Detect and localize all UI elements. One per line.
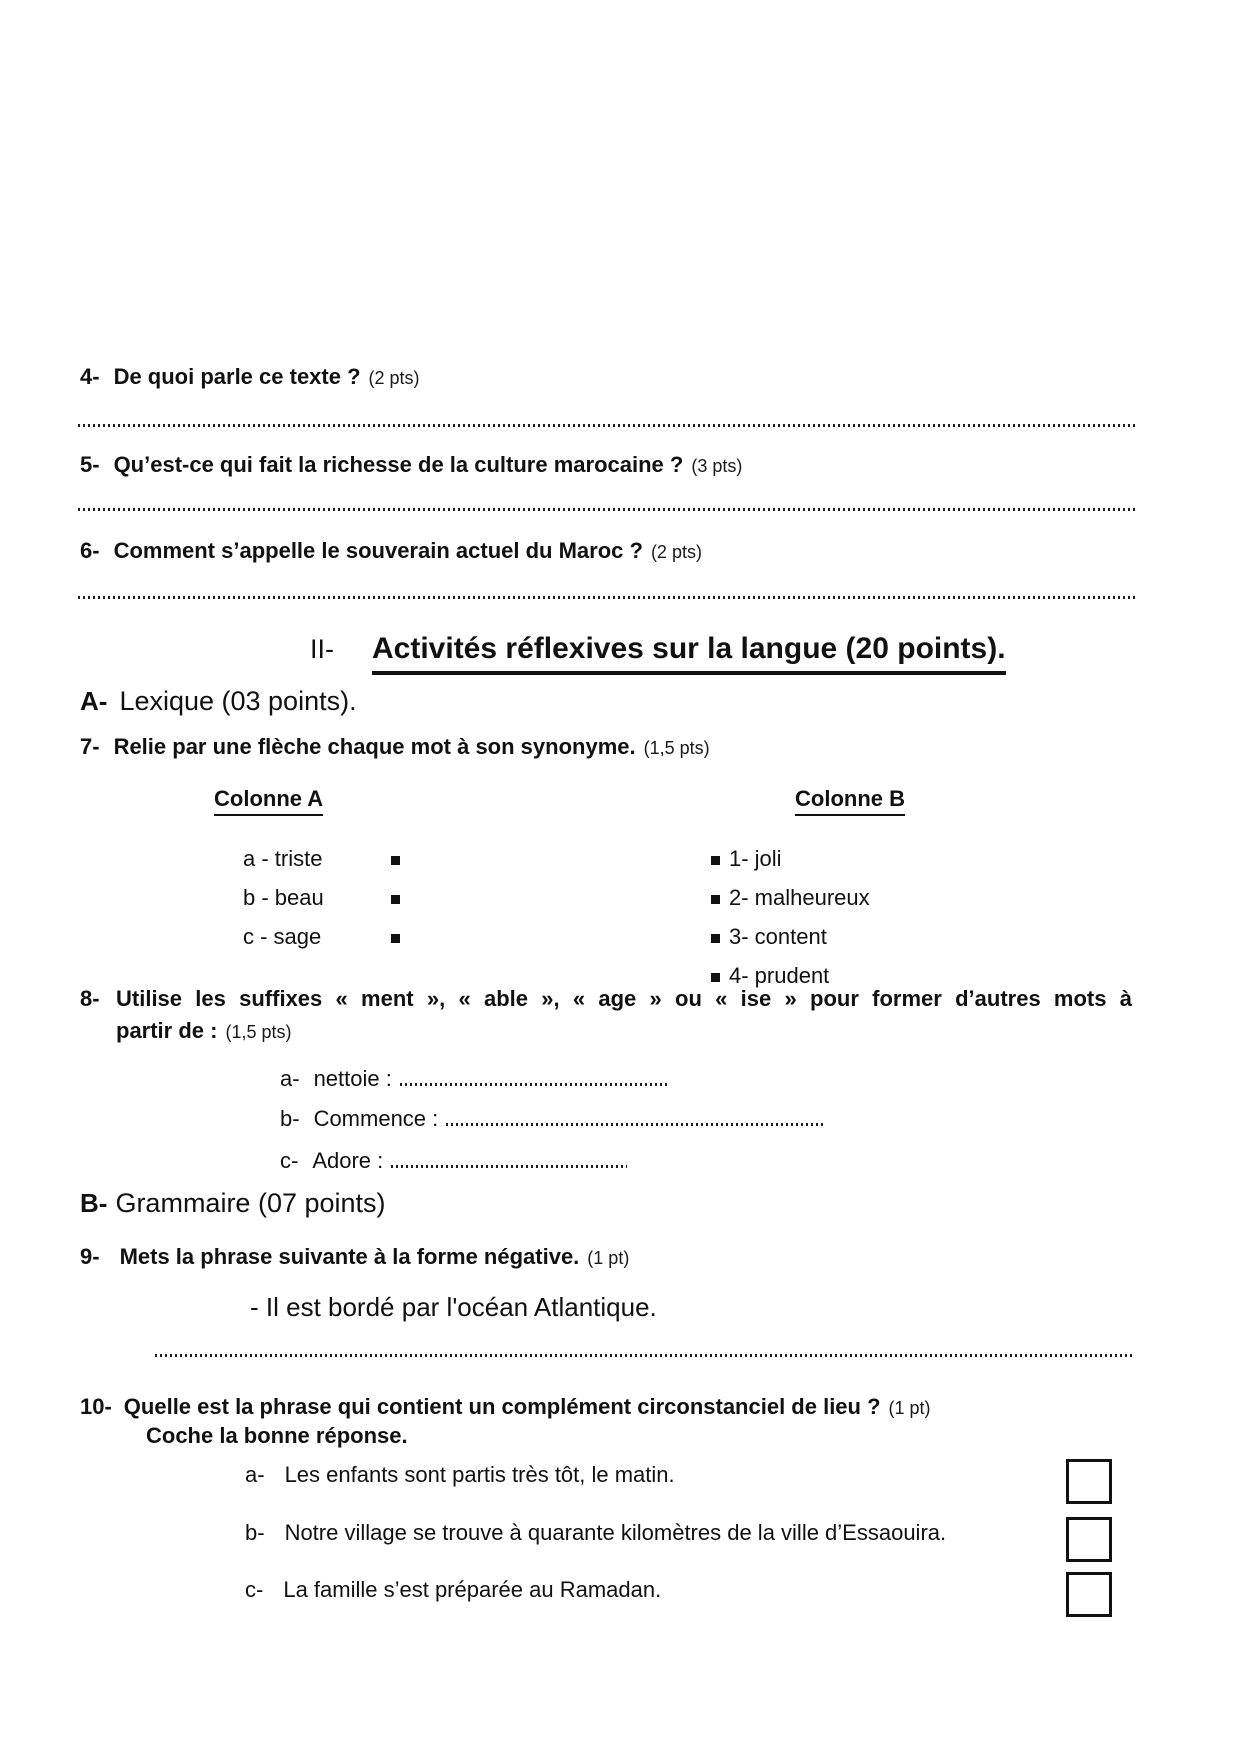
suffix-item-c-label: c- (280, 1148, 299, 1173)
match-dot-icon[interactable] (391, 856, 400, 865)
section-2-title: Activités réflexives sur la langue (20 points). (372, 632, 1006, 675)
suffix-item-a-word: nettoie : (313, 1066, 392, 1091)
question-4-number: 4- (80, 364, 100, 389)
suffix-item-b-word: Commence : (313, 1106, 439, 1131)
question-10-points: (1 pt) (888, 1398, 931, 1418)
match-dot-icon[interactable] (711, 895, 720, 904)
match-row-1 (0, 843, 1240, 875)
question-6-points: (2 pts) (650, 542, 702, 562)
question-9-points: (1 pt) (587, 1248, 630, 1268)
question-4 (80, 364, 420, 390)
match-synonym-2: 2- malheureux (729, 885, 870, 910)
suffix-item-a-label: a- (280, 1066, 300, 1091)
q10-option-c-checkbox[interactable] (1066, 1572, 1112, 1617)
question-9-number: 9- (80, 1244, 100, 1269)
question-10-number: 10- (80, 1394, 112, 1419)
suffix-item-c (280, 1148, 627, 1174)
grammaire-title: Grammaire (07 points) (115, 1188, 386, 1218)
suffix-item-a (280, 1066, 668, 1092)
match-row-3 (0, 921, 1240, 953)
question-9-sentence: - Il est bordé par l'océan Atlantique. (250, 1292, 657, 1322)
question-8-number: 8- (80, 986, 100, 1011)
question-7-number: 7- (80, 734, 100, 759)
match-dot-icon[interactable] (711, 856, 720, 865)
match-term-c: c - sage (243, 924, 322, 949)
lexique-title: Lexique (03 points). (119, 686, 357, 716)
answer-line-q5[interactable] (78, 508, 1135, 511)
colonne-a-header: Colonne A (214, 786, 323, 816)
question-6-text: Comment s’appelle le souverain actuel du Maroc ? (113, 538, 643, 563)
section-2-numeral: II- (310, 634, 334, 664)
suffix-item-c-word: Adore : (312, 1148, 384, 1173)
answer-line-q6[interactable] (78, 596, 1135, 599)
match-term-b: b - beau (243, 885, 324, 910)
suffix-item-c-answer-line[interactable] (391, 1165, 627, 1168)
suffix-item-a-answer-line[interactable] (400, 1083, 668, 1086)
q10-option-a-text: Les enfants sont partis très tôt, le matin. (284, 1462, 675, 1487)
question-6 (80, 538, 702, 564)
suffix-item-b (280, 1106, 824, 1132)
suffix-item-b-answer-line[interactable] (446, 1123, 824, 1126)
grammaire-label: B- (80, 1188, 108, 1218)
answer-line-q9[interactable] (155, 1354, 1135, 1357)
answer-line-q4[interactable] (78, 424, 1135, 427)
match-synonym-3: 3- content (729, 924, 827, 949)
q10-option-b (245, 1520, 946, 1546)
match-dot-icon[interactable] (391, 934, 400, 943)
q10-option-c (245, 1577, 661, 1603)
match-dot-icon[interactable] (711, 934, 720, 943)
lexique-label: A- (80, 686, 108, 716)
q10-option-a-checkbox[interactable] (1066, 1459, 1112, 1504)
question-8 (80, 986, 1132, 1012)
colonne-b-header: Colonne B (795, 786, 905, 816)
question-7-text: Relie par une flèche chaque mot à son synonyme. (113, 734, 636, 759)
question-5-text: Qu’est-ce qui fait la richesse de la culture marocaine ? (113, 452, 684, 477)
question-7 (80, 734, 710, 760)
match-term-a: a - triste (243, 846, 323, 871)
lexique-heading (80, 686, 357, 717)
match-dot-icon[interactable] (711, 973, 720, 982)
match-synonym-1: 1- joli (729, 846, 782, 871)
question-5-points: (3 pts) (691, 456, 743, 476)
question-7-points: (1,5 pts) (643, 738, 710, 758)
suffix-item-b-label: b- (280, 1106, 300, 1131)
question-9 (80, 1244, 629, 1270)
question-10 (80, 1394, 931, 1420)
section-2-heading (310, 632, 1006, 675)
match-row-2 (0, 882, 1240, 914)
question-8-text-line1: Utilise les suffixes « ment », « able », « age » ou « ise » pour former d’autres mots à (116, 986, 1132, 1011)
question-5 (80, 452, 742, 478)
q10-option-a-label: a- (245, 1462, 265, 1487)
match-dot-icon[interactable] (391, 895, 400, 904)
q10-option-c-text: La famille s’est préparée au Ramadan. (283, 1577, 662, 1602)
match-synonym-4: 4- prudent (729, 963, 830, 988)
q10-option-b-text: Notre village se trouve à quarante kilomètres de la ville d’Essaouira. (284, 1520, 947, 1545)
question-6-number: 6- (80, 538, 100, 563)
question-4-text: De quoi parle ce texte ? (113, 364, 361, 389)
question-10-instruction: Coche la bonne réponse. (146, 1423, 408, 1448)
q10-option-b-label: b- (245, 1520, 265, 1545)
question-9-text: Mets la phrase suivante à la forme négative. (119, 1244, 580, 1269)
question-8-line2 (116, 1018, 292, 1044)
question-10-text: Quelle est la phrase qui contient un complément circonstanciel de lieu ? (123, 1394, 881, 1419)
question-5-number: 5- (80, 452, 100, 477)
question-8-points: (1,5 pts) (225, 1022, 292, 1042)
question-8-text-line2: partir de : (116, 1018, 218, 1043)
question-4-points: (2 pts) (368, 368, 420, 388)
q10-option-b-checkbox[interactable] (1066, 1517, 1112, 1562)
q10-option-a (245, 1462, 675, 1488)
grammaire-heading (80, 1188, 386, 1219)
q10-option-c-label: c- (245, 1577, 264, 1602)
